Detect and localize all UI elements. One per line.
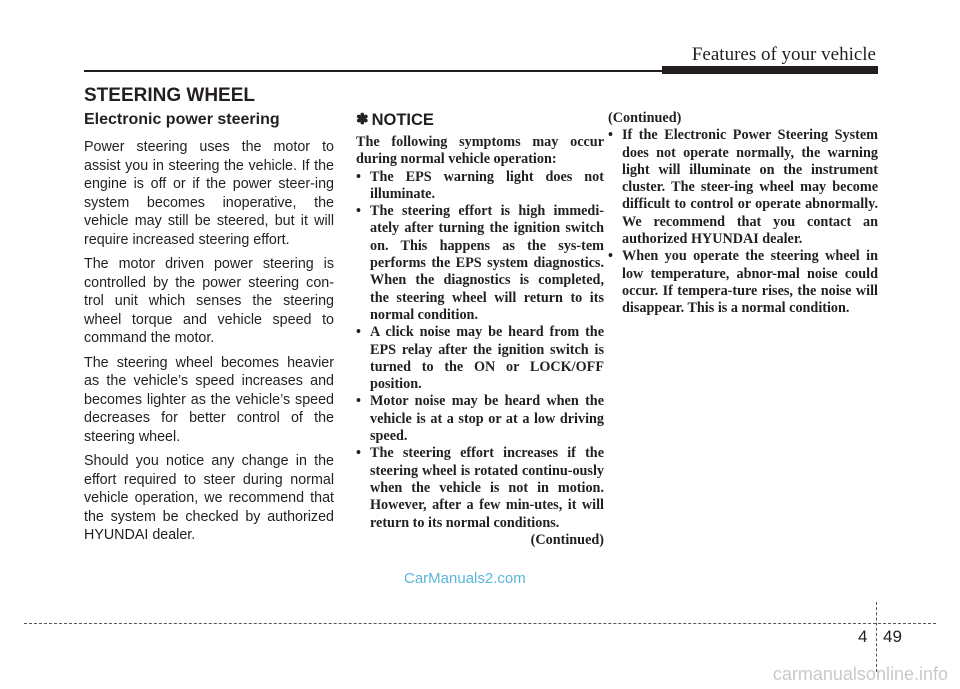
bottom-watermark: carmanualsonline.info: [772, 664, 948, 684]
column-left: [84, 110, 334, 551]
notice-heading: [356, 110, 604, 130]
asterisk-icon: ✽: [356, 111, 369, 128]
list-item: • A click noise may be heard from the EPS relay after the ignition switch is turned to the ON or LOCK/OFF position.: [356, 324, 604, 393]
notice-continued-body: [608, 110, 878, 318]
watermark: CarManuals2.com: [404, 570, 526, 587]
notice-intro: The following symptoms may occur during normal vehicle operation:: [356, 134, 604, 168]
page-number: 49: [883, 627, 902, 646]
list-item: • The steering effort is high immedi-ately after turning the ignition switch on. This happens as the sys-tem performs the EPS system diagnostics. When the diagnostics is completed, the steering wheel will return to its normal condition.: [356, 203, 604, 323]
paragraph: Should you notice any change in the effort required to steer during normal vehicle operation, we recommend that the system be checked by authorized HYUNDAI dealer.: [84, 453, 334, 543]
notice-title: NOTICE: [371, 111, 434, 129]
subsection-title: Electronic power steering: [84, 111, 280, 128]
column-right: [608, 110, 878, 318]
paragraph: The steering wheel becomes heavier as the vehicle’s speed increases and becomes lighter as the vehicle’s speed decreases for better control of the steering wheel.: [84, 354, 334, 445]
list-item: • If the Electronic Power Steering System does not operate normally, the warning light will illuminate on the instrument cluster. The steer-ing wheel may become difficult to control or operate abnormally. We recommend that you contact an authorized HYUNDAI dealer.: [608, 127, 878, 248]
list-item: • Motor noise may be heard when the vehicle is at a stop or at a low driving speed.: [356, 393, 604, 445]
column-notice: [356, 110, 604, 549]
list-item: • The steering effort increases if the steering wheel is rotated continu-ously when the vehicle is not in motion. However, after a few min-utes, it will return to its normal conditions.: [356, 445, 604, 531]
running-header: Features of your vehicle: [691, 44, 876, 65]
header-rule: [84, 70, 662, 72]
continued-label: (Continued): [530, 531, 604, 548]
paragraph: Power steering uses the motor to assist you in steering the vehicle. If the engine is off or if the power steer-ing system becomes inoperative, the vehicle may still be steered, but it will require increased steering effort.: [84, 139, 334, 248]
section-title: STEERING WHEEL: [84, 85, 256, 106]
page-number-separator: [876, 602, 877, 672]
paragraph: The motor driven power steering is controlled by the power steering con-trol unit which senses the steering wheel torque and vehicle speed to command the motor.: [84, 256, 334, 346]
continued-label: (Continued): [608, 110, 682, 126]
list-item: • When you operate the steering wheel in low temperature, abnor-mal noise could occur. If tempera-ture rises, the noise will disappear. This is a normal condition.: [608, 248, 878, 317]
notice-bullet-list: [608, 127, 878, 317]
notice-bullet-list: [356, 169, 604, 532]
notice-body: [356, 134, 604, 549]
list-item: • The EPS warning light does not illuminate.: [356, 168, 604, 202]
header-rule-tab: [662, 66, 878, 74]
footer-rule: [24, 623, 936, 624]
chapter-number: 4: [858, 627, 868, 646]
